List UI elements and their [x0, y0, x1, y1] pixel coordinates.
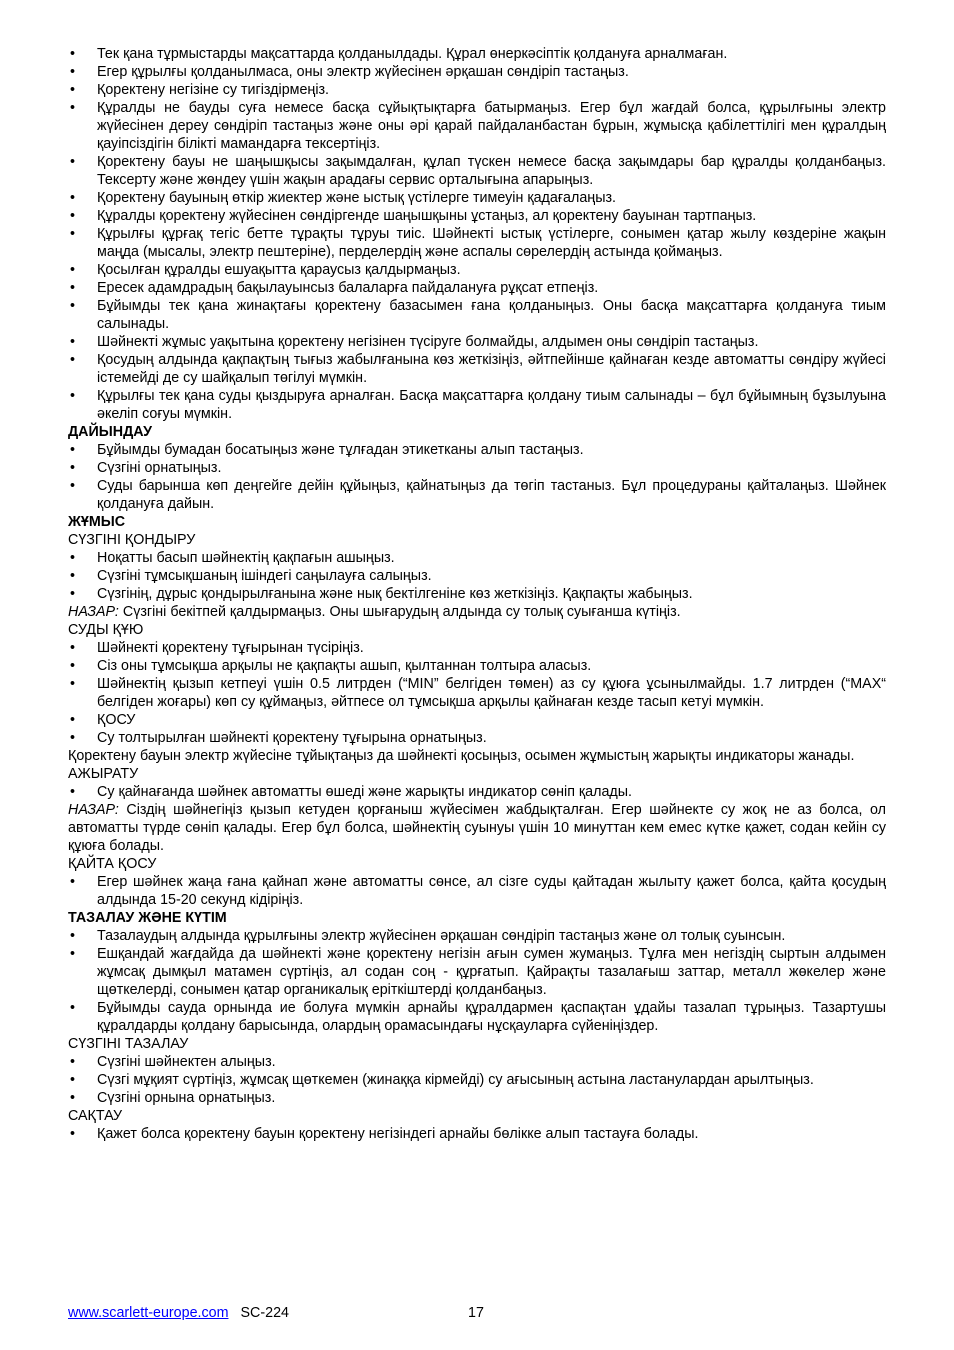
- note-paragraph: [68, 801, 886, 855]
- bullet-item: • Шәйнектің қызып кетпеуі үшін 0.5 литрден (“MIN” белгіден төмен) аз су құюға ұсынылмайды. 1.7 литрден (“MAX“ белгіден жоғары) көп су құймаңыз, әйтпесе ол тұмсықша арқылы қайнаған кезде тасып кетуі мүмкін.: [68, 675, 886, 711]
- paragraph: Қоректену бауын электр жүйесіне тұйықтаңыз да шәйнекті қосыңыз, осымен жұмыстың жарықты индикаторы жанады.: [68, 748, 855, 764]
- paragraph: СҮЗГІНІ ҚОНДЫРУ: [68, 532, 196, 548]
- bullet-item: • Сүзгі мұқият сүртіңіз, жұмсақ щөткемен (жинаққа кірмейді) су ағысының астына ластанулардан арылтыңыз.: [68, 1071, 886, 1089]
- bullet-item: • Қоректену бауының өткір жиектер және ыстық үстілерге тимеуін қадағалаңыз.: [68, 189, 886, 207]
- paragraph: СҮЗГІНІ ТАЗАЛАУ: [68, 1036, 189, 1052]
- bullet-item: • Ноқатты басып шәйнектің қақпағын ашыңыз.: [68, 549, 886, 567]
- note-label: НАЗАР:: [68, 604, 119, 620]
- bullet-item: • Қажет болса қоректену бауын қоректену негізіндегі арнайы бөлікке алып тастауға болады.: [68, 1125, 886, 1143]
- bullet-item: • Қоректену бауы не шаңышқысы зақымдалған, құлап түскен немесе басқа зақымдары бар құралды қолданбаңыз. Тексерту және жөндеу үшін жақын арадағы сервис орталығына апарыңыз.: [68, 153, 886, 189]
- bullet-item: • Сүзгіні орнатыңыз.: [68, 459, 886, 477]
- note-paragraph: [68, 603, 886, 621]
- bullet-item: • Құралды не бауды суға немесе басқа сұйықтықтарға батырмаңыз. Егер бұл жағдай болса, құрылғыны электр жүйесінен дереу сөндіріп тастаңыз және оны әрі қарай пайдаланбастан бұрын, жұмысқа қабілеттілігі мен құралдың қауіпсіздігін білікті мамандарға тексертіңіз.: [68, 99, 886, 153]
- bullet-item: • Сүзгінің, дұрыс қондырылғанына және нық бектілгеніне көз жеткізіңіз. Қақпақты жабыңыз.: [68, 585, 886, 603]
- paragraph: СУДЫ ҚҰЮ: [68, 622, 144, 638]
- bullet-item: • Бұйымды сауда орнында ие болуға мүмкін арнайы құралдармен қаспақтан ұдайы тазалап тұрыңыз. Тазартушы құралдарды қолдану барысында, олардың орамасындағы нұсқауларға сүйеніңіздер.: [68, 999, 886, 1035]
- note-text: Сіздің шәйнегіңіз қызып кетуден қорғаныш жүйесімен жабдықталған. Егер шәйнекте су жоқ не аз болса, ол автоматты түрде сөніп қалады. Егер бұл болса, шәйнектің суынуы үшін 10 минуттан кем емес күтке қажет, содан кейін су құюға болады.: [68, 802, 886, 854]
- bullet-item: • Қоректену негізіне су тигіздірмеңіз.: [68, 81, 886, 99]
- bullet-item: • Тек қана тұрмыстарды мақсаттарда қолданылдады. Құрал өнеркәсіптік қолдануға арналмаған.: [68, 45, 886, 63]
- page-number: 17: [468, 1305, 484, 1321]
- bullet-item: • Сіз оны тұмсықша арқылы не қақпақты ашып, қылтаннан толтыра аласыз.: [68, 657, 886, 675]
- bullet-item: • Егер құрылғы қолданылмаса, оны электр жүйесінен әрқашан сөндіріп тастаңыз.: [68, 63, 886, 81]
- bullet-item: • Су толтырылған шәйнекті қоректену тұғырына орнатыңыз.: [68, 729, 886, 747]
- bullet-item: • Сүзгіні шәйнектен алыңыз.: [68, 1053, 886, 1071]
- paragraph: АЖЫРАТУ: [68, 766, 139, 782]
- section-heading: ЖҰМЫС: [68, 514, 126, 530]
- paragraph: ҚАЙТА ҚОСУ: [68, 856, 157, 872]
- bullet-item: • ҚОСУ: [68, 711, 886, 729]
- bullet-item: • Құралды қоректену жүйесінен сөндіргенде шаңышқыны ұстаңыз, ал қоректену бауынан тартпаңыз.: [68, 207, 886, 225]
- page-footer: [68, 1304, 886, 1322]
- model-number: SC-224: [240, 1305, 289, 1321]
- bullet-item: • Құрылғы тек қана суды қыздыруға арналған. Басқа мақсаттарға қолдану тиым салынады – бұл бұйымның бұзылуына әкеліп соғуы мүмкін.: [68, 387, 886, 423]
- note-label: НАЗАР:: [68, 802, 119, 818]
- bullet-item: • Суды барынша көп деңгейге дейін құйыңыз, қайнатыңыз да төгіп тастаныз. Бұл процедураны қайталаңыз. Шәйнек қолдануға дайын.: [68, 477, 886, 513]
- bullet-item: • Тазалаудың алдында құрылғыны электр жүйесінен әрқашан сөндіріп тастаңыз және ол толық суынсын.: [68, 927, 886, 945]
- paragraph: САҚТАУ: [68, 1108, 123, 1124]
- bullet-item: • Қосылған құралды ешуақытта қараусыз қалдырмаңыз.: [68, 261, 886, 279]
- bullet-item: • Бұйымды тек қана жинақтағы қоректену базасымен ғана қолданыңыз. Оны басқа мақсаттарға қолдануға тиым салынады.: [68, 297, 886, 333]
- website-link[interactable]: www.scarlett-europe.com: [68, 1305, 229, 1321]
- bullet-item: • Сүзгіні тұмсықшаның ішіндегі саңылауға салыңыз.: [68, 567, 886, 585]
- section-heading: ДАЙЫНДАУ: [68, 424, 152, 440]
- bullet-item: • Қосудың алдында қақпақтың тығыз жабылғанына көз жеткізіңіз, әйтпейінше қайнаған кезде автоматты сөндіру жүйесі істемейді де су шайқалып төгілуі мүмкін.: [68, 351, 886, 387]
- bullet-item: • Шәйнекті қоректену тұғырынан түсіріңіз.: [68, 639, 886, 657]
- bullet-item: • Су қайнағанда шәйнек автоматты өшеді және жарықты индикатор сөніп қалады.: [68, 783, 886, 801]
- bullet-item: • Ересек адамдрадың бақылауынсыз балаларға пайдалануға рұқсат етпеңіз.: [68, 279, 886, 297]
- bullet-item: • Құрылғы құрғақ тегіс бетте тұрақты тұруы тиіс. Шәйнекті ыстық үстілерге, сонымен қатар жылу көздеріне жақын маңда (мысалы, электр пештеріне), перделердің және аспалы сөрелердің астында қоймаңыз.: [68, 225, 886, 261]
- section-heading: ТАЗАЛАУ ЖӘНЕ КҮТІМ: [68, 910, 227, 926]
- document-body: [68, 45, 886, 1143]
- bullet-item: • Бұйымды бумадан босатыңыз және тұлғадан этикетканы алып тастаңыз.: [68, 441, 886, 459]
- note-text: Сүзгіні бекітпей қалдырмаңыз. Оны шығарудың алдында су толық суығанша күтіңіз.: [118, 604, 681, 620]
- bullet-item: • Шәйнекті жұмыс уақытына қоректену негізінен түсіруге болмайды, алдымен оны сөндіріп тастаңыз.: [68, 333, 886, 351]
- bullet-item: • Сүзгіні орнына орнатыңыз.: [68, 1089, 886, 1107]
- bullet-item: • Ешқандай жағдайда да шәйнекті және қоректену негізін ағын сумен жумаңыз. Тұлға мен негіздің сыртын алдымен жұмсақ дымқыл матамен сүртіңіз, ал содан соң - құрғатып. Қайрақты тазалағыш заттар, металл жөкелер және щөткелерді, сонымен қатар органикалық еріткіштерді қолданбаңыз.: [68, 945, 886, 999]
- bullet-item: • Егер шәйнек жаңа ғана қайнап және автоматты сөнсе, ал сізге суды қайтадан жылыту қажет болса, қайта қосудың алдында 15-20 секунд кідіріңіз.: [68, 873, 886, 909]
